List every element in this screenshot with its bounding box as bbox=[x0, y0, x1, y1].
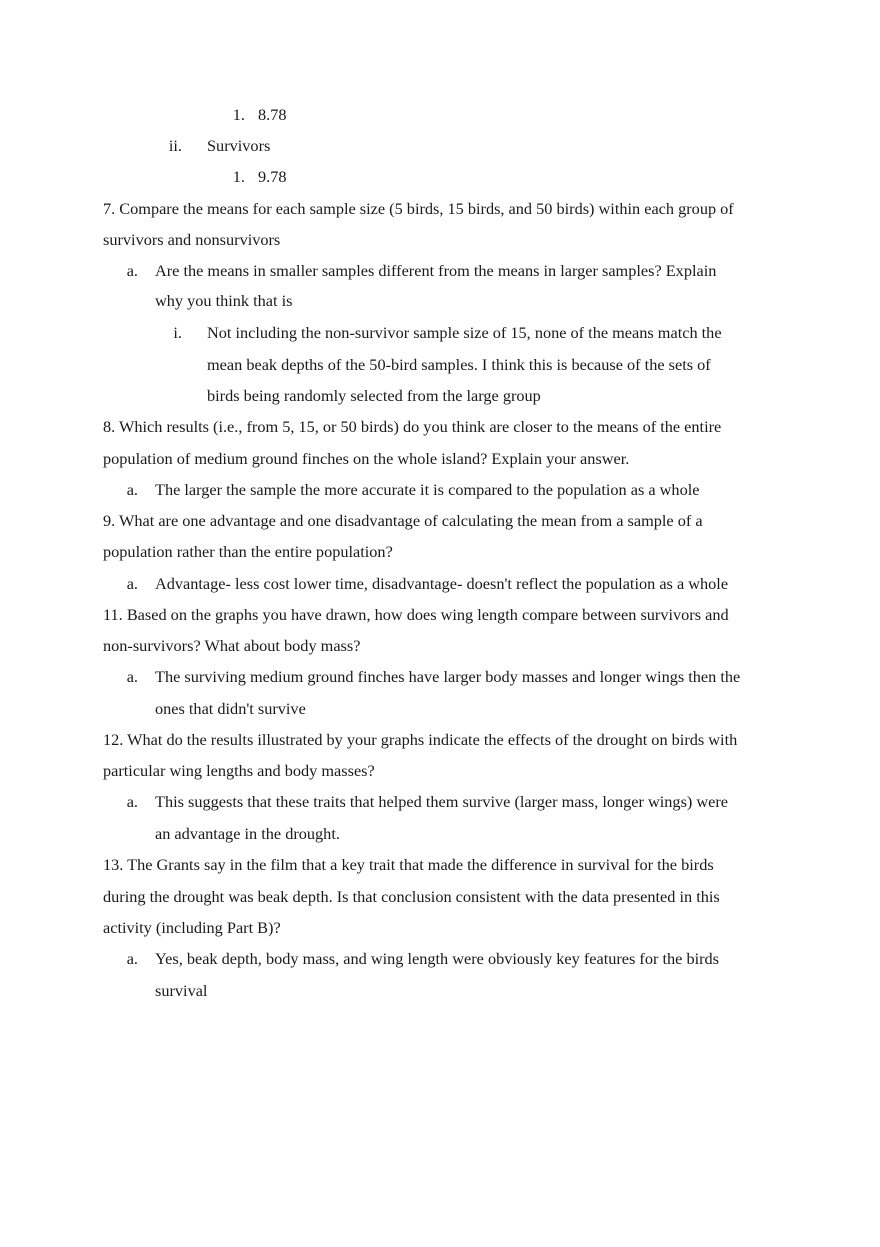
question-12-text: particular wing lengths and body masses? bbox=[103, 761, 375, 780]
question-13-answer: Yes, beak depth, body mass, and wing length were obviously key features for the birds bbox=[155, 949, 720, 968]
question-7-text: 7. Compare the means for each sample size (5 birds, 15 birds, and 50 birds) within each group of bbox=[103, 199, 734, 218]
list-marker: a. bbox=[126, 574, 138, 593]
question-13-text: 13. The Grants say in the film that a key trait that made the difference in survival for the birds bbox=[103, 855, 714, 874]
question-9-text: 9. What are one advantage and one disadvantage of calculating the mean from a sample of a bbox=[103, 511, 703, 530]
list-marker: a. bbox=[126, 792, 138, 811]
list-marker: a. bbox=[126, 949, 138, 968]
question-9-text: population rather than the entire population? bbox=[103, 542, 393, 561]
question-12-text: 12. What do the results illustrated by your graphs indicate the effects of the drought on birds with bbox=[103, 730, 738, 749]
question-11-text: 11. Based on the graphs you have drawn, how does wing length compare between survivors and bbox=[103, 605, 729, 624]
question-7-answer: mean beak depths of the 50-bird samples. I think this is because of the sets of bbox=[207, 355, 711, 374]
question-13-text: during the drought was beak depth. Is that conclusion consistent with the data presented in this bbox=[103, 887, 720, 906]
question-13-text: activity (including Part B)? bbox=[103, 918, 281, 937]
question-13-answer: survival bbox=[155, 981, 208, 1000]
question-11-answer: ones that didn't survive bbox=[155, 699, 306, 718]
list-marker: 1. bbox=[232, 105, 245, 124]
question-11-answer: The surviving medium ground finches have larger body masses and longer wings then the bbox=[155, 667, 741, 686]
list-marker: i. bbox=[173, 323, 182, 342]
question-12-answer: an advantage in the drought. bbox=[155, 824, 340, 843]
question-9-answer: Advantage- less cost lower time, disadvantage- doesn't reflect the population as a whole bbox=[155, 574, 729, 593]
question-8-answer: The larger the sample the more accurate it is compared to the population as a whole bbox=[155, 480, 700, 499]
question-7-subquestion: why you think that is bbox=[155, 291, 293, 310]
question-12-answer: This suggests that these traits that helped them survive (larger mass, longer wings) were bbox=[155, 792, 729, 811]
question-7-answer: Not including the non-survivor sample size of 15, none of the means match the bbox=[207, 323, 722, 342]
question-8-text: population of medium ground finches on the whole island? Explain your answer. bbox=[103, 449, 630, 468]
list-marker: a. bbox=[126, 667, 138, 686]
list-marker: a. bbox=[126, 261, 138, 280]
question-7-subquestion: Are the means in smaller samples different from the means in larger samples? Explain bbox=[155, 261, 717, 280]
survivors-label: Survivors bbox=[207, 136, 271, 155]
nonsurvivor-value: 8.78 bbox=[258, 105, 287, 124]
list-marker: 1. bbox=[232, 167, 245, 186]
list-marker: ii. bbox=[168, 136, 182, 155]
question-8-text: 8. Which results (i.e., from 5, 15, or 50 birds) do you think are closer to the means of the entire bbox=[103, 417, 722, 436]
list-marker: a. bbox=[126, 480, 138, 499]
question-7-text: survivors and nonsurvivors bbox=[103, 230, 281, 249]
question-7-answer: birds being randomly selected from the large group bbox=[207, 386, 541, 405]
question-11-text: non-survivors? What about body mass? bbox=[103, 636, 361, 655]
survivor-value: 9.78 bbox=[258, 167, 287, 186]
